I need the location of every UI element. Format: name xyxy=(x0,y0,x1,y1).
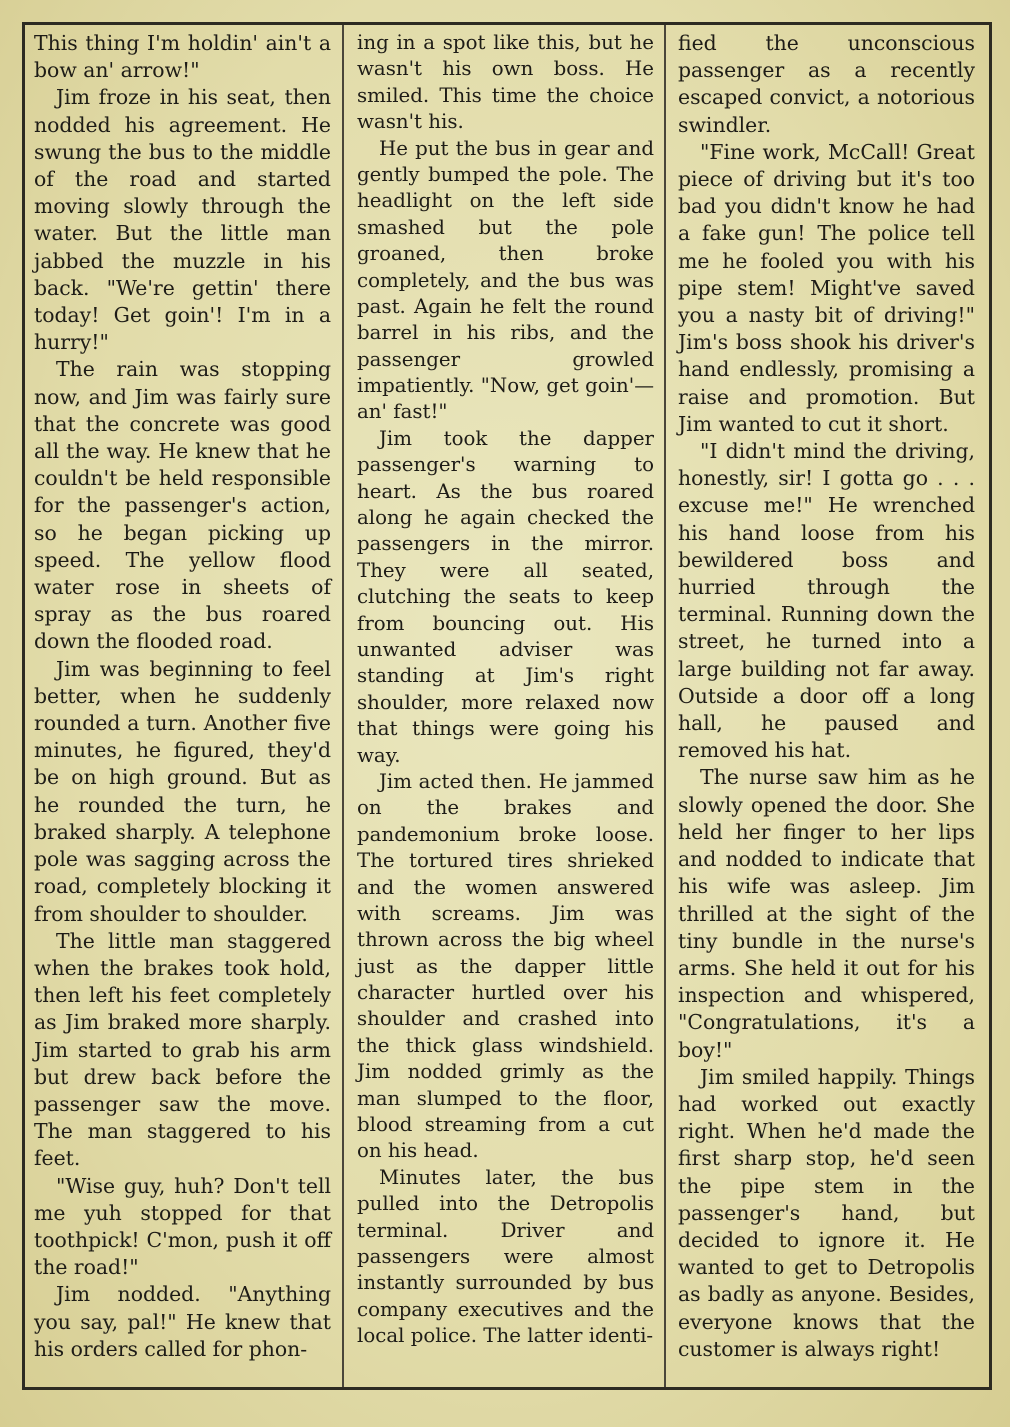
paragraph: Jim nodded. "Anything you say, pal!" He knew that his orders called for phon- xyxy=(34,1282,331,1361)
paragraph: Jim took the dapper passenger's warning to heart. As the bus roared along he again checked the passengers in the mirror. They were all seated, clutching the seats to keep from bouncing out. His unwanted adviser was standing at Jim's right shoulder, more relaxed now that things were going his way. xyxy=(357,426,654,767)
paragraph: Jim smiled happily. Things had worked out exactly right. When he'd made the first sharp stop, he'd seen the pipe stem in the passenger's hand, but decided to ignore it. He wanted to get to Detropolis as badly as anyone. Besides, everyone knows that the customer is always right! xyxy=(678,1064,975,1361)
column-divider xyxy=(664,25,666,1387)
paragraph: This thing I'm holdin' ain't a bow an' arrow!" xyxy=(34,31,331,83)
paragraph: The nurse saw him as he slowly opened the door. She held her finger to her lips and nodded to indicate that his wife was asleep. Jim thrilled at the sight of the tiny bundle in the nurse's arms. She held it out for his inspection and whispered, "Congratulations, it's a boy!" xyxy=(678,765,975,1062)
paragraph: Jim froze in his seat, then nodded his agreement. He swung the bus to the middle of the road and started moving slowly through the water. But the little man jabbed the muzzle in his back. "We're gettin' there today! Get goin'! I'm in a hurry!" xyxy=(34,85,331,355)
paragraph: Jim was beginning to feel better, when he suddenly rounded a turn. Another five minutes, he figured, they'd be on high ground. But as he rounded the turn, he braked sharply. A telephone pole was sagging across the road, completely blocking it from shoulder to shoulder. xyxy=(34,656,331,926)
paragraph: The rain was stopping now, and Jim was fairly sure that the concrete was good all the way. He knew that he couldn't be held responsible for the passenger's action, so he began picking up speed. The yellow flood water rose in sheets of spray as the bus roared down the flooded road. xyxy=(34,357,331,654)
paragraph: Minutes later, the bus pulled into the Detropolis terminal. Driver and passengers were almost instantly surrounded by bus company executives and the local police. The latter identi- xyxy=(357,1165,654,1348)
paragraph: "Wise guy, huh? Don't tell me yuh stopped for that toothpick! C'mon, push it off the road!" xyxy=(34,1173,331,1280)
text-column-2 xyxy=(357,30,654,1380)
text-column-1 xyxy=(34,30,331,1380)
text-column-3 xyxy=(678,30,975,1380)
paragraph: fied the unconscious passenger as a recently escaped convict, a notorious swindler. xyxy=(678,31,975,137)
paragraph: The little man staggered when the brakes took hold, then left his feet completely as Jim braked more sharply. Jim started to grab his arm but drew back before the passenger saw the move. The man staggered to his feet. xyxy=(34,928,331,1171)
paragraph: He put the bus in gear and gently bumped the pole. The headlight on the left side smashed but the pole groaned, then broke completely, and the bus was past. Again he felt the round barrel in his ribs, and the passenger growled impatiently. "Now, get goin'— an' fast!" xyxy=(357,136,654,424)
paragraph: Jim acted then. He jammed on the brakes and pandemonium broke loose. The tortured tires shrieked and the women answered with screams. Jim was thrown across the big wheel just as the dapper little character hurtled over his shoulder and crashed into the thick glass windshield. Jim nodded grimly as the man slumped to the floor, blood streaming from a cut on his head. xyxy=(357,769,654,1163)
paragraph: "I didn't mind the driving, honestly, sir! I gotta go . . . excuse me!" He wrenched his hand loose from his bewildered boss and hurried through the terminal. Running down the street, he turned into a large building not far away. Outside a door off a long hall, he paused and removed his hat. xyxy=(678,439,975,763)
paragraph: ing in a spot like this, but he wasn't his own boss. He smiled. This time the choice wasn't his. xyxy=(357,31,654,134)
paragraph: "Fine work, McCall! Great piece of driving but it's too bad you didn't know he had a fake gun! The police tell me he fooled you with his pipe stem! Might've saved you a nasty bit of driving!" Jim's boss shook his driver's hand endlessly, promising a raise and promotion. But Jim wanted to cut it short. xyxy=(678,139,975,436)
column-divider xyxy=(342,25,344,1387)
